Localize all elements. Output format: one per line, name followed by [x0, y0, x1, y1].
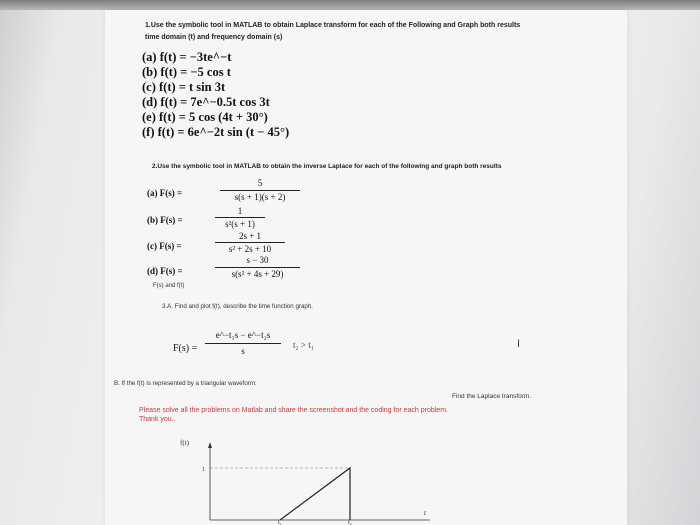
q2-a-label: (a) F(s) =	[147, 188, 183, 198]
q2-a-denominator: s(s + 1)(s + 2)	[234, 192, 286, 202]
graph-y-arrow	[208, 442, 212, 448]
note-line2: Thank you..	[139, 416, 176, 423]
document-page	[105, 10, 627, 525]
q2-c-label: (c) F(s) =	[147, 241, 182, 251]
graph-ylabel: f(t)	[180, 439, 189, 447]
q2-b-denominator: s²(s + 1)	[225, 219, 255, 229]
q2-c-numerator: 2s + 1	[238, 231, 262, 241]
q2-d-fraction-bar	[215, 267, 300, 268]
q2-d-label: (d) F(s) =	[147, 266, 183, 276]
q2-c-fraction-bar	[215, 242, 285, 243]
text-cursor-icon: I	[517, 338, 521, 350]
q3-part-a: 3.A. Find and plot f(t), describe the time function graph.	[162, 303, 313, 310]
q2-d-numerator: s − 30	[246, 255, 269, 265]
q2-b-label: (b) F(s) =	[147, 215, 183, 225]
q3-denominator: s	[241, 346, 245, 356]
q3-find: Find the Laplace transform.	[452, 393, 532, 400]
q1-item-f: (f) f(t) = 6e^−2t sin (t − 45°)	[142, 125, 290, 139]
q1-heading-line1: 1.Use the symbolic tool in MATLAB to obtain Laplace transform for each of the Following and Graph both results	[145, 22, 521, 29]
q1-item-e: (e) f(t) = 5 cos (4t + 30°)	[142, 110, 268, 124]
q2-a-fraction-bar	[220, 190, 300, 191]
q2-heading: 2.Use the symbolic tool in MATLAB to obtain the inverse Laplace for each of the following and graph both results	[152, 163, 502, 170]
q3-numerator: e^−t₁s − e^−t₂s	[215, 330, 271, 340]
q1-item-d: (d) f(t) = 7e^−0.5t cos 3t	[142, 95, 270, 109]
graph-x-tick-t2: t₂	[348, 520, 352, 525]
q3-part-b: B. If the f(t) is represented by a triangular waveform:	[114, 380, 257, 387]
q2-footer: F(s) and f(t)	[153, 283, 185, 289]
note-line1: Please solve all the problems on Matlab and share the screenshot and the coding for each problem.	[139, 407, 448, 414]
q1-item-c: (c) f(t) = t sin 3t	[142, 80, 226, 94]
q1-item-b: (b) f(t) = −5 cos t	[142, 65, 231, 79]
q2-a-numerator: 5	[257, 178, 263, 188]
q2-b-numerator: 1	[237, 206, 243, 216]
graph-xlabel: t	[424, 509, 426, 517]
q1-item-a: (a) f(t) = −3te^−t	[142, 50, 232, 64]
graph-y-tick: 1	[202, 467, 205, 473]
monitor-bezel	[0, 0, 700, 10]
q2-c-denominator: s² + 2s + 10	[228, 244, 272, 254]
q2-d-denominator: s(s² + 4s + 29)	[231, 269, 284, 279]
q1-heading-line2: time domain (t) and frequency domain (s)	[145, 34, 283, 41]
triangular-waveform-graph	[170, 438, 470, 525]
q2-b-fraction-bar	[215, 217, 265, 218]
q3-lhs: F(s) =	[173, 343, 198, 354]
graph-triangle-waveform	[280, 468, 350, 520]
q3-fraction-bar	[205, 343, 281, 344]
q3-condition: t₂ > t₁	[293, 340, 314, 350]
graph-x-tick-t1: t₁	[278, 520, 282, 525]
